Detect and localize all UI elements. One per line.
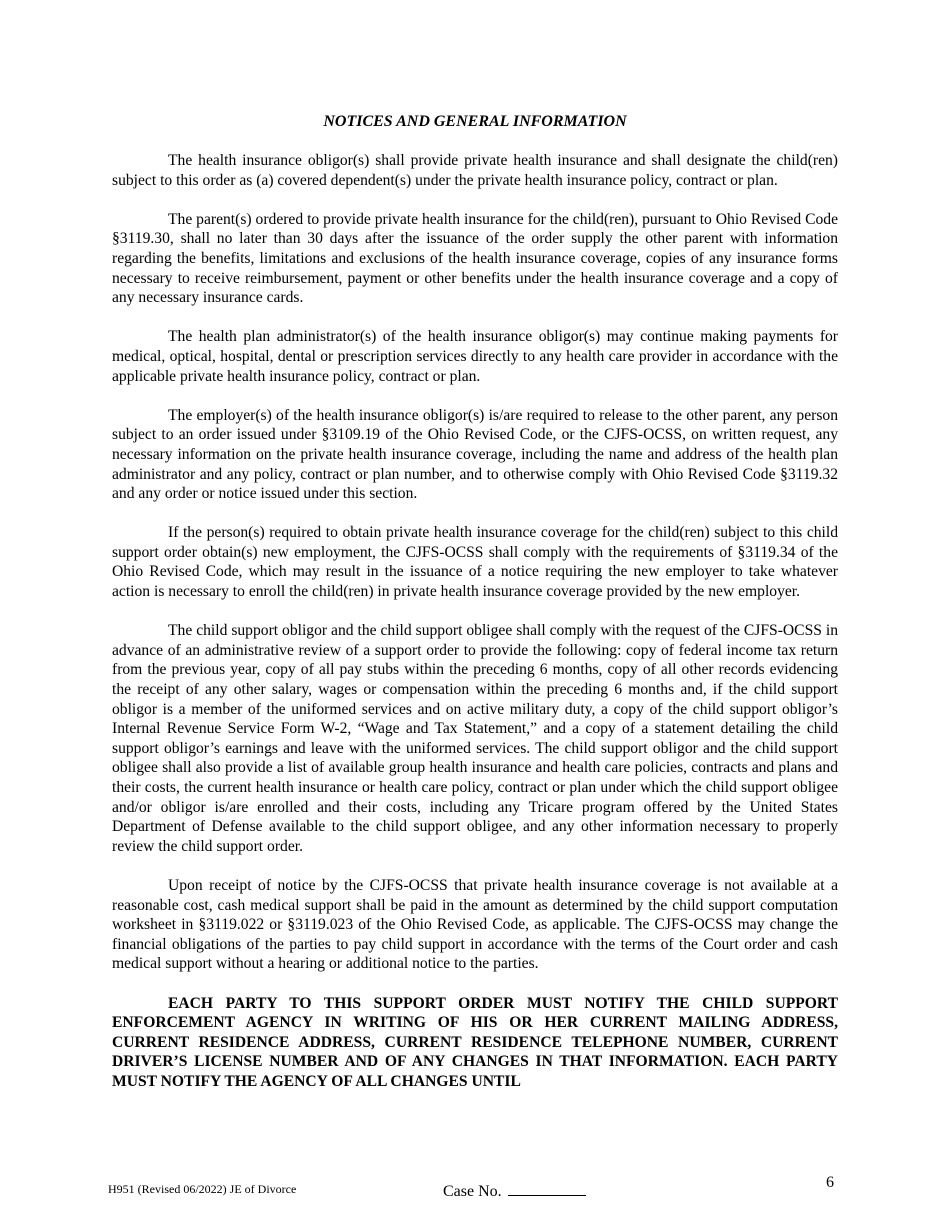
paragraph-plan-administrator: The health plan administrator(s) of the health insurance obligor(s) may continue making payments for medical, optical, hospital, dental or prescription services directly to any health care provider in accordance with the applicable private health insurance policy, contract or plan. — [112, 328, 838, 385]
paragraph-administrative-review: The child support obligor and the child support obligee shall comply with the request of the CJFS-OCSS in advance of an administrative review of a support order to provide the following: copy of federal income tax return from the previous year, copy of all pay stubs within the preceding 6 months, copy of all other records evidencing the receipt of any other salary, wages or compensation within the preceding 6 months and, if the child support obligor is a member of the uniformed services and on active military duty, a copy of the child support obligor’s Internal Revenue Service Form W-2, “Wage and Tax Statement,” and a copy of a statement detailing the child support obligor’s earnings and leave with the uniformed services. The child support obligor and the child support obligee shall also provide a list of available group health insurance and health care policies, contracts and plans and their costs, the current health insurance or health care policy, contract or plan under which the child support obligee and/or obligor is/are enrolled and their costs, including any Tricare program offered by the United States Department of Defense available to the child support obligee, and any other information necessary to properly review the child support order. — [112, 622, 838, 855]
paragraph-parent-insurance-info: The parent(s) ordered to provide private health insurance for the child(ren), pursuant to Ohio Revised Code §3119.30, shall no later than 30 days after the issuance of the order supply the other parent with information regarding the benefits, limitations and exclusions of the health insurance coverage, copies of any insurance forms necessary to receive reimbursement, payment or other benefits under the health insurance coverage and a copy of any necessary insurance cards. — [112, 210, 838, 307]
case-number-field — [443, 1181, 586, 1202]
paragraph-health-insurance-obligor: The health insurance obligor(s) shall provide private health insurance and shall designate the child(ren) subject to this order as (a) covered dependent(s) under the private health insurance policy, contract or plan. — [112, 152, 838, 189]
paragraph-cash-medical-support: Upon receipt of notice by the CJFS-OCSS that private health insurance coverage is not available at a reasonable cost, cash medical support shall be paid in the amount as determined by the child support computation worksheet in §3119.022 or §3119.023 of the Ohio Revised Code, as applicable. The CJFS-OCSS may change the financial obligations of the parties to pay child support in accordance with the terms of the Court order and cash medical support without a hearing or additional notice to the parties. — [112, 876, 838, 973]
paragraph-new-employment: If the person(s) required to obtain private health insurance coverage for the child(ren) subject to this child support order obtain(s) new employment, the CJFS-OCSS shall comply with the requirements of §3119.34 of the Ohio Revised Code, which may result in the issuance of a notice requiring the new employer to take whatever action is necessary to enroll the child(ren) in private health insurance coverage provided by the new employer. — [112, 524, 838, 601]
case-number-label: Case No. — [443, 1183, 502, 1200]
page-number: 6 — [826, 1174, 834, 1191]
notice-paragraph: EACH PARTY TO THIS SUPPORT ORDER MUST NOTIFY THE CHILD SUPPORT ENFORCEMENT AGENCY IN WRITING OF HIS OR HER CURRENT MAILING ADDRESS, CURRENT RESIDENCE ADDRESS, CURRENT RESIDENCE TELEPHONE NUMBER, CURRENT DRIVER’S LICENSE NUMBER AND OF ANY CHANGES IN THAT INFORMATION. EACH PARTY MUST NOTIFY THE AGENCY OF ALL CHANGES UNTIL — [112, 994, 838, 1090]
paragraph-employer-release: The employer(s) of the health insurance obligor(s) is/are required to release to the other parent, any person subject to an order issued under §3109.19 of the Ohio Revised Code, or the CJFS-OCSS, on written request, any necessary information on the private health insurance coverage, including the name and address of the health plan administrator and any policy, contract or plan number, and to otherwise comply with Ohio Revised Code §3119.32 and any order or notice issued under this section. — [112, 406, 838, 503]
page-title: NOTICES AND GENERAL INFORMATION — [323, 113, 627, 130]
form-identifier: H951 (Revised 06/2022) JE of Divorce — [108, 1182, 297, 1196]
case-number-blank — [508, 1181, 586, 1196]
document-body — [112, 112, 838, 1092]
